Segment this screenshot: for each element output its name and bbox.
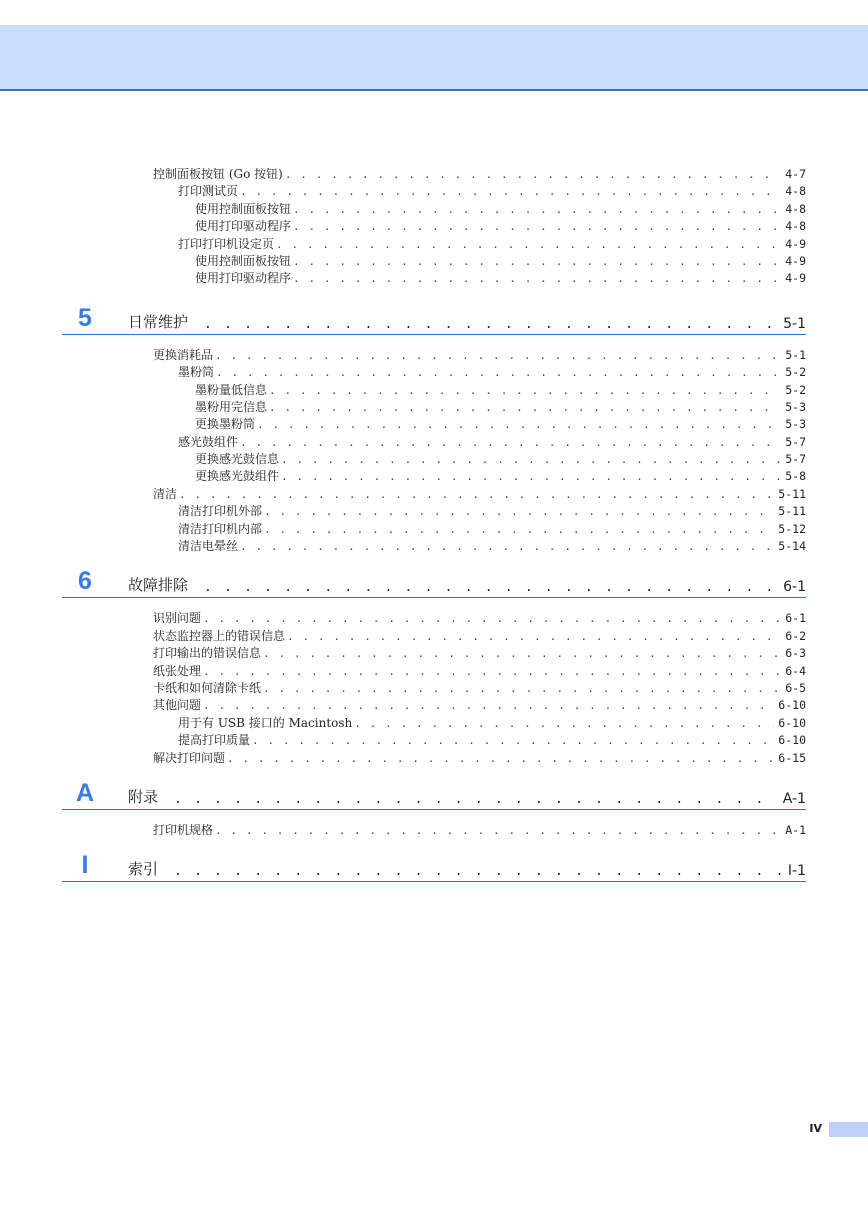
dot-leader [293, 201, 781, 218]
dot-leader [293, 270, 781, 287]
toc-entry-page: 4-9 [785, 236, 806, 251]
toc-entry-page: 4-9 [785, 253, 806, 268]
toc-entry-title: 使用打印驱动程序 [195, 219, 292, 234]
section-gap [0, 598, 868, 610]
toc-entry-title: 使用控制面板按钮 [195, 201, 292, 216]
toc-entry[interactable] [195, 382, 806, 399]
chapter-page: I-1 [787, 863, 806, 880]
toc-entry[interactable] [153, 750, 806, 767]
dot-leader [215, 347, 781, 364]
toc-entry-page: 4-8 [785, 219, 806, 234]
toc-entry-page: 6-5 [785, 680, 806, 695]
dot-leader [203, 610, 781, 627]
dot-leader [293, 253, 781, 270]
toc-entry[interactable] [195, 253, 806, 270]
toc-entry[interactable] [153, 822, 806, 839]
dot-leader [240, 538, 774, 555]
toc-entry-title: 控制面板按钮 (Go 按钮) [153, 167, 283, 181]
toc-entry-title: 感光鼓组件 [178, 434, 239, 449]
toc-entry[interactable] [195, 468, 806, 485]
dot-leader [227, 750, 774, 767]
toc-entry-page: 5-7 [785, 434, 806, 449]
toc-entry[interactable] [195, 201, 806, 218]
toc-entry-title: 更换消耗品 [153, 347, 214, 362]
toc-entry[interactable] [195, 270, 806, 287]
dot-leader [203, 697, 774, 714]
toc-entry[interactable] [153, 628, 806, 645]
toc-entry[interactable] [195, 416, 806, 433]
toc-entry-page: 6-3 [785, 646, 806, 661]
dot-leader [240, 183, 781, 200]
dot-leader [174, 864, 782, 879]
toc-entry-page: 4-7 [785, 167, 806, 181]
dot-leader [269, 399, 781, 416]
toc-entry-title: 解决打印问题 [153, 750, 226, 765]
chapter-number: 6 [78, 567, 92, 596]
toc-entry-page: 6-10 [778, 715, 806, 730]
dot-leader [281, 468, 781, 485]
dot-leader [263, 645, 781, 662]
chapter-heading[interactable] [62, 853, 806, 882]
toc-entry-title: 清洁电晕丝 [178, 539, 239, 554]
toc-entry[interactable] [153, 663, 806, 680]
toc-entry-page: 5-7 [785, 452, 806, 467]
section-gap [0, 335, 868, 347]
toc-entry-title: 使用打印驱动程序 [195, 271, 292, 286]
chapter-number: I [81, 851, 89, 880]
chapter-heading[interactable] [62, 778, 806, 810]
dot-leader [281, 451, 781, 468]
dot-leader [354, 715, 774, 732]
dot-leader [215, 822, 781, 839]
chapter-page: 6-1 [783, 579, 806, 596]
toc-entry-title: 打印打印机设定页 [178, 236, 275, 251]
toc-entry[interactable] [153, 486, 806, 503]
dot-leader [203, 663, 781, 680]
toc-entry[interactable] [178, 715, 806, 732]
toc-entry-title: 卡纸和如何清除卡纸 [153, 680, 262, 695]
dot-leader [179, 486, 774, 503]
toc-entry-page: 5-11 [778, 486, 806, 501]
toc-entry-page: 6-15 [778, 750, 806, 765]
dot-leader [240, 434, 781, 451]
dot-leader [287, 628, 781, 645]
toc-entry[interactable] [178, 364, 806, 381]
chapter-title: 索引 [128, 860, 159, 879]
toc-entry-page: 5-3 [785, 399, 806, 414]
toc-entry[interactable] [153, 166, 806, 183]
dot-leader [216, 364, 781, 381]
toc-entry[interactable] [178, 434, 806, 451]
toc-entry[interactable] [178, 538, 806, 555]
toc-entry[interactable] [153, 697, 806, 714]
toc-entry-page: 4-8 [785, 201, 806, 216]
toc-entry-title: 打印测试页 [178, 184, 239, 199]
toc-entry-title: 用于有 USB 接口的 Macintosh [178, 715, 353, 730]
page-number: IV [809, 1122, 822, 1135]
chapter-title: 附录 [128, 787, 159, 806]
toc-entry-title: 墨粉用完信息 [195, 399, 268, 414]
dot-leader [257, 416, 781, 433]
toc-entry[interactable] [153, 347, 806, 364]
section-gap [0, 882, 868, 894]
toc-entry[interactable] [178, 732, 806, 749]
section-gap [0, 810, 868, 822]
dot-leader [264, 503, 774, 520]
toc-entry[interactable] [195, 451, 806, 468]
dot-leader [276, 236, 781, 253]
toc-entry-title: 状态监控器上的错误信息 [153, 628, 286, 643]
chapter-number: 5 [78, 303, 92, 332]
table-of-contents [0, 166, 868, 894]
toc-entry-page: 5-2 [785, 382, 806, 397]
toc-entry[interactable] [178, 183, 806, 200]
toc-entry-page: 5-11 [778, 504, 806, 519]
toc-entry[interactable] [178, 236, 806, 253]
toc-entry[interactable] [195, 399, 806, 416]
chapter-page: 5-1 [783, 315, 806, 332]
toc-entry[interactable] [195, 218, 806, 235]
toc-entry-title: 清洁打印机外部 [178, 504, 263, 519]
dot-leader [264, 521, 774, 538]
chapter-heading[interactable] [62, 569, 806, 598]
toc-entry-title: 打印输出的错误信息 [153, 646, 262, 661]
toc-entry-page: 4-9 [785, 271, 806, 286]
dot-leader [263, 680, 781, 697]
toc-entry-title: 墨粉量低信息 [195, 382, 268, 397]
toc-entry-page: 6-4 [785, 663, 806, 678]
toc-entry-title: 其他问题 [153, 698, 202, 713]
chapter-heading[interactable] [62, 303, 806, 335]
toc-entry-page: 5-12 [778, 521, 806, 536]
toc-entry-page: 4-8 [785, 184, 806, 199]
toc-entry-title: 打印机规格 [153, 822, 214, 837]
toc-entry-page: 6-2 [785, 628, 806, 643]
toc-entry[interactable] [153, 610, 806, 627]
toc-entry-title: 清洁 [153, 486, 178, 501]
toc-entry[interactable] [153, 645, 806, 662]
toc-entry-title: 墨粉筒 [178, 365, 215, 380]
toc-entry-title: 更换感光鼓信息 [195, 452, 280, 467]
toc-entry-title: 纸张处理 [153, 663, 202, 678]
dot-leader [174, 792, 777, 807]
chapter-title: 日常维护 [128, 312, 189, 331]
dot-leader [204, 317, 777, 332]
chapter-page: A-1 [782, 790, 806, 807]
toc-entry-page: 6-10 [778, 733, 806, 748]
dot-leader [252, 732, 774, 749]
dot-leader [293, 218, 781, 235]
toc-entry-page: A-1 [785, 822, 806, 837]
chapter-title: 故障排除 [128, 576, 189, 595]
toc-entry-page: 5-2 [785, 365, 806, 380]
toc-entry[interactable] [153, 680, 806, 697]
toc-entry-title: 提高打印质量 [178, 733, 251, 748]
toc-entry-page: 5-14 [778, 539, 806, 554]
toc-entry[interactable] [178, 503, 806, 520]
dot-leader [269, 382, 781, 399]
toc-entry-title: 使用控制面板按钮 [195, 253, 292, 268]
header-band [0, 25, 868, 91]
dot-leader [204, 580, 777, 595]
toc-entry-title: 更换感光鼓组件 [195, 469, 280, 484]
page-tab [829, 1122, 868, 1137]
toc-entry-page: 6-10 [778, 698, 806, 713]
toc-entry-title: 识别问题 [153, 611, 202, 626]
toc-entry-page: 5-8 [785, 469, 806, 484]
toc-entry-page: 5-1 [785, 347, 806, 362]
toc-entry-title: 清洁打印机内部 [178, 521, 263, 536]
toc-entry-page: 6-1 [785, 611, 806, 626]
dot-leader [285, 166, 781, 183]
toc-entry-page: 5-3 [785, 417, 806, 432]
chapter-number: A [75, 778, 95, 807]
toc-entry-title: 更换墨粉筒 [195, 417, 256, 432]
toc-entry[interactable] [178, 521, 806, 538]
